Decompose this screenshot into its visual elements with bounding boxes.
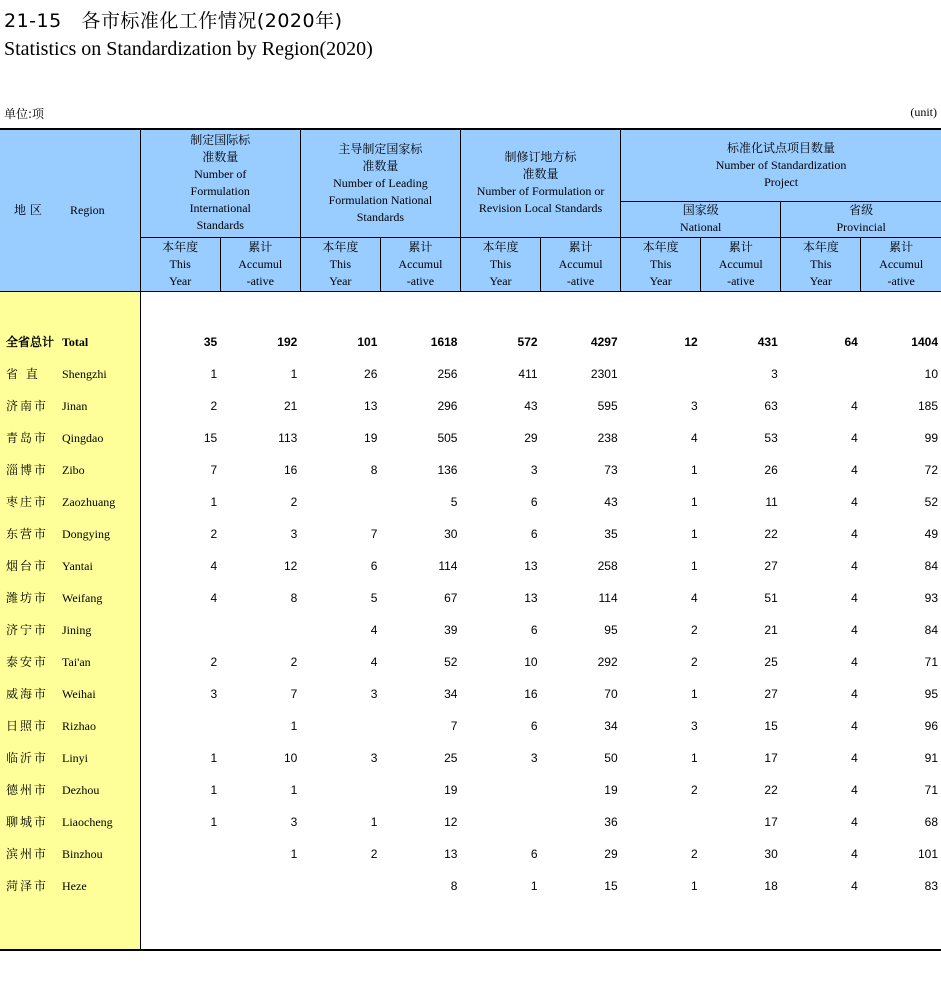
value-cell: 26 <box>364 366 378 381</box>
value-cell <box>140 710 220 742</box>
value-cell: 17 <box>764 814 778 829</box>
value-cell <box>140 838 220 870</box>
value-cell: 13 <box>524 558 538 573</box>
value-cell: 6 <box>530 526 538 541</box>
value-cell: 2 <box>691 782 698 797</box>
value-cell: 8 <box>370 462 378 477</box>
value-cell: 4 <box>851 846 858 861</box>
region-cell: 淄博市 Zibo <box>0 454 140 486</box>
value-cell: 51 <box>764 590 778 605</box>
this-year-header: 本年度 This Year <box>781 237 861 291</box>
region-cell: 烟台市 Yantai <box>0 550 140 582</box>
table-row <box>0 550 941 582</box>
value-cell: 2 <box>210 398 218 413</box>
value-cell: 12 <box>444 814 458 829</box>
value-cell: 26 <box>764 462 778 477</box>
value-cell <box>621 806 701 838</box>
value-cell: 7 <box>450 718 458 733</box>
value-cell: 4 <box>370 622 378 637</box>
provincial-level-header: 省级 Provincial <box>781 201 941 237</box>
value-cell: 114 <box>438 558 458 573</box>
value-cell: 36 <box>604 814 618 829</box>
value-cell: 4 <box>851 750 858 765</box>
value-cell: 2 <box>290 494 298 509</box>
value-cell: 8 <box>450 878 458 893</box>
value-cell: 22 <box>764 526 778 541</box>
value-cell: 3 <box>691 398 698 413</box>
value-cell: 15 <box>604 878 618 893</box>
table-body <box>0 291 941 950</box>
region-cell: 枣庄市 Zaozhuang <box>0 486 140 518</box>
accumulative-header: 累计 Accumul -ative <box>541 237 621 291</box>
region-cell: 潍坊市 Weifang <box>0 582 140 614</box>
value-cell: 2301 <box>590 366 618 381</box>
value-cell: 50 <box>604 750 618 765</box>
value-cell: 93 <box>924 590 938 605</box>
table-row <box>0 518 941 550</box>
value-cell <box>621 358 701 390</box>
value-cell: 3 <box>370 750 378 765</box>
value-cell: 411 <box>518 366 538 381</box>
value-cell: 10 <box>524 654 538 669</box>
this-year-header: 本年度 This Year <box>460 237 540 291</box>
value-cell: 12 <box>684 334 698 349</box>
table-row <box>0 422 941 454</box>
value-cell: 4 <box>691 590 698 605</box>
accumulative-header: 累计 Accumul -ative <box>701 237 781 291</box>
region-cell: 日照市 Rizhao <box>0 710 140 742</box>
region-cell: 省 直 Shengzhi <box>0 358 140 390</box>
value-cell <box>220 614 300 646</box>
value-cell: 1 <box>530 878 538 893</box>
national-standards-header: 主导制定国家标准数量 Number of Leading Formulation National Standards <box>300 129 460 237</box>
value-cell: 4 <box>691 430 698 445</box>
value-cell: 6 <box>370 558 378 573</box>
value-cell <box>220 870 300 902</box>
value-cell: 84 <box>924 622 938 637</box>
region-cell: 临沂市 Linyi <box>0 742 140 774</box>
value-cell: 595 <box>597 398 618 413</box>
value-cell: 1 <box>290 718 298 733</box>
value-cell: 2 <box>210 526 218 541</box>
value-cell: 71 <box>924 782 938 797</box>
value-cell: 6 <box>530 846 538 861</box>
region-cell: 全省总计 Total <box>0 326 140 358</box>
region-cell: 济宁市 Jining <box>0 614 140 646</box>
value-cell: 1 <box>691 526 698 541</box>
table-row <box>0 390 941 422</box>
value-cell: 1 <box>691 750 698 765</box>
value-cell: 2 <box>691 846 698 861</box>
value-cell: 6 <box>530 718 538 733</box>
value-cell: 1404 <box>911 334 938 349</box>
value-cell: 49 <box>924 526 938 541</box>
value-cell: 99 <box>924 430 938 445</box>
national-level-header: 国家级 National <box>621 201 781 237</box>
value-cell: 4 <box>851 686 858 701</box>
value-cell: 4 <box>851 782 858 797</box>
value-cell: 1 <box>210 494 218 509</box>
table-row <box>0 454 941 486</box>
value-cell: 1 <box>290 846 298 861</box>
region-cell: 威海市 Weihai <box>0 678 140 710</box>
value-cell <box>140 614 220 646</box>
this-year-header: 本年度 This Year <box>140 237 220 291</box>
value-cell: 72 <box>924 462 938 477</box>
value-cell: 5 <box>450 494 458 509</box>
value-cell: 4 <box>210 558 218 573</box>
unit-label-en: (unit) <box>910 105 937 119</box>
value-cell: 4 <box>851 430 858 445</box>
table-row <box>0 870 941 902</box>
value-cell: 27 <box>764 686 778 701</box>
value-cell: 4 <box>851 590 858 605</box>
value-cell: 1 <box>210 366 218 381</box>
value-cell: 238 <box>597 430 618 445</box>
value-cell: 95 <box>924 686 938 701</box>
value-cell: 64 <box>844 334 858 349</box>
value-cell: 4 <box>370 654 378 669</box>
table-row <box>0 326 941 358</box>
value-cell: 34 <box>444 686 458 701</box>
value-cell: 29 <box>604 846 618 861</box>
value-cell: 4 <box>851 558 858 573</box>
value-cell: 1618 <box>430 334 458 349</box>
value-cell: 19 <box>364 430 378 445</box>
value-cell: 101 <box>917 846 938 861</box>
table-row <box>0 486 941 518</box>
table-row <box>0 678 941 710</box>
value-cell: 15 <box>203 430 218 445</box>
value-cell: 71 <box>924 654 938 669</box>
region-column-header: 地 区 Region <box>0 129 140 291</box>
value-cell: 4 <box>851 654 858 669</box>
value-cell: 73 <box>604 462 618 477</box>
value-cell: 13 <box>364 398 378 413</box>
value-cell: 95 <box>604 622 618 637</box>
value-cell: 11 <box>765 494 778 509</box>
value-cell: 2 <box>290 654 298 669</box>
value-cell: 3 <box>370 686 378 701</box>
table-row <box>0 614 941 646</box>
value-cell: 4297 <box>590 334 618 349</box>
value-cell: 30 <box>444 526 458 541</box>
value-cell <box>460 774 540 806</box>
value-cell: 114 <box>598 590 618 605</box>
value-cell: 113 <box>278 430 298 445</box>
value-cell: 4 <box>851 718 858 733</box>
value-cell: 68 <box>924 814 938 829</box>
value-cell: 39 <box>444 622 458 637</box>
value-cell: 83 <box>924 878 938 893</box>
value-cell: 4 <box>210 590 218 605</box>
value-cell: 35 <box>604 526 618 541</box>
value-cell: 6 <box>530 494 538 509</box>
this-year-header: 本年度 This Year <box>300 237 380 291</box>
this-year-header: 本年度 This Year <box>621 237 701 291</box>
value-cell: 19 <box>604 782 618 797</box>
value-cell: 3 <box>290 814 298 829</box>
value-cell: 63 <box>764 398 778 413</box>
value-cell: 192 <box>277 334 298 349</box>
value-cell: 21 <box>283 398 298 413</box>
value-cell: 256 <box>437 366 458 381</box>
value-cell: 27 <box>764 558 778 573</box>
value-cell: 4 <box>851 398 858 413</box>
value-cell: 7 <box>290 686 298 701</box>
value-cell: 6 <box>530 622 538 637</box>
value-cell <box>460 806 540 838</box>
value-cell: 13 <box>444 846 458 861</box>
value-cell: 21 <box>764 622 778 637</box>
value-cell: 10 <box>924 366 938 381</box>
value-cell: 1 <box>691 686 698 701</box>
pilot-projects-header: 标准化试点项目数量 Number of Standardization Project <box>621 129 941 201</box>
region-cell: 滨州市 Binzhou <box>0 838 140 870</box>
value-cell: 7 <box>210 462 218 477</box>
value-cell: 3 <box>530 462 538 477</box>
local-standards-header: 制修订地方标准数量 Number of Formulation or Revision Local Standards <box>460 129 620 237</box>
value-cell: 292 <box>597 654 618 669</box>
table-row <box>0 710 941 742</box>
value-cell: 18 <box>764 878 778 893</box>
value-cell <box>300 710 380 742</box>
value-cell: 1 <box>691 558 698 573</box>
table-title-en: Statistics on Standardization by Region(2020) <box>4 38 373 60</box>
value-cell: 53 <box>764 430 778 445</box>
value-cell: 1 <box>210 782 218 797</box>
value-cell: 52 <box>444 654 458 669</box>
value-cell: 1 <box>290 782 298 797</box>
value-cell: 3 <box>210 686 218 701</box>
table-row <box>0 806 941 838</box>
value-cell: 572 <box>517 334 538 349</box>
value-cell: 1 <box>691 462 698 477</box>
value-cell: 185 <box>917 398 938 413</box>
value-cell: 96 <box>924 718 938 733</box>
value-cell: 25 <box>764 654 778 669</box>
value-cell: 52 <box>924 494 938 509</box>
value-cell: 431 <box>757 334 778 349</box>
value-cell: 4 <box>851 526 858 541</box>
value-cell: 2 <box>210 654 218 669</box>
accumulative-header: 累计 Accumul -ative <box>861 237 941 291</box>
value-cell: 3 <box>771 366 778 381</box>
value-cell: 25 <box>444 750 458 765</box>
table-row <box>0 742 941 774</box>
value-cell <box>140 870 220 902</box>
table-row <box>0 358 941 390</box>
value-cell: 2 <box>691 654 698 669</box>
value-cell: 84 <box>924 558 938 573</box>
value-cell <box>781 358 861 390</box>
value-cell: 2 <box>691 622 698 637</box>
value-cell: 3 <box>691 718 698 733</box>
region-cell: 青岛市 Qingdao <box>0 422 140 454</box>
value-cell: 15 <box>764 718 778 733</box>
value-cell: 8 <box>290 590 298 605</box>
value-cell: 136 <box>437 462 458 477</box>
region-cell: 菏泽市 Heze <box>0 870 140 902</box>
region-cell: 泰安市 Tai'an <box>0 646 140 678</box>
value-cell: 29 <box>524 430 538 445</box>
table-title-cn: 21-15 各市标准化工作情况(2020年) <box>4 10 343 32</box>
value-cell: 1 <box>691 494 698 509</box>
value-cell: 12 <box>283 558 298 573</box>
value-cell: 4 <box>851 878 858 893</box>
value-cell: 3 <box>530 750 538 765</box>
unit-label-cn: 单位:项 <box>4 107 45 121</box>
value-cell: 2 <box>370 846 378 861</box>
region-cell: 济南市 Jinan <box>0 390 140 422</box>
table-row <box>0 646 941 678</box>
region-cell: 东营市 Dongying <box>0 518 140 550</box>
value-cell: 1 <box>370 814 378 829</box>
value-cell: 4 <box>851 814 858 829</box>
value-cell: 16 <box>283 462 298 477</box>
value-cell: 4 <box>851 462 858 477</box>
value-cell: 4 <box>851 622 858 637</box>
value-cell: 258 <box>597 558 618 573</box>
value-cell: 22 <box>764 782 778 797</box>
value-cell: 67 <box>444 590 458 605</box>
value-cell: 70 <box>604 686 618 701</box>
intl-standards-header: 制定国际标准数量 Number of Formulation International Standards <box>140 129 300 237</box>
value-cell: 19 <box>444 782 458 797</box>
value-cell: 1 <box>210 750 218 765</box>
table-row <box>0 582 941 614</box>
value-cell: 30 <box>764 846 778 861</box>
value-cell: 43 <box>604 494 618 509</box>
value-cell: 3 <box>290 526 298 541</box>
value-cell: 505 <box>437 430 458 445</box>
value-cell: 17 <box>764 750 778 765</box>
value-cell <box>300 870 380 902</box>
value-cell: 43 <box>524 398 538 413</box>
accumulative-header: 累计 Accumul -ative <box>220 237 300 291</box>
region-cell: 聊城市 Liaocheng <box>0 806 140 838</box>
value-cell: 1 <box>691 878 698 893</box>
region-cell: 德州市 Dezhou <box>0 774 140 806</box>
value-cell: 13 <box>524 590 538 605</box>
value-cell: 91 <box>924 750 938 765</box>
value-cell <box>300 486 380 518</box>
statistics-table <box>0 128 941 951</box>
value-cell: 4 <box>851 494 858 509</box>
table-row <box>0 774 941 806</box>
value-cell: 16 <box>524 686 538 701</box>
value-cell: 34 <box>604 718 618 733</box>
value-cell: 10 <box>283 750 298 765</box>
value-cell: 296 <box>437 398 458 413</box>
accumulative-header: 累计 Accumul -ative <box>380 237 460 291</box>
value-cell: 1 <box>210 814 218 829</box>
value-cell: 7 <box>370 526 378 541</box>
value-cell <box>300 774 380 806</box>
value-cell: 101 <box>357 334 378 349</box>
value-cell: 5 <box>370 590 378 605</box>
value-cell: 1 <box>290 366 298 381</box>
table-row <box>0 838 941 870</box>
value-cell: 35 <box>203 334 218 349</box>
